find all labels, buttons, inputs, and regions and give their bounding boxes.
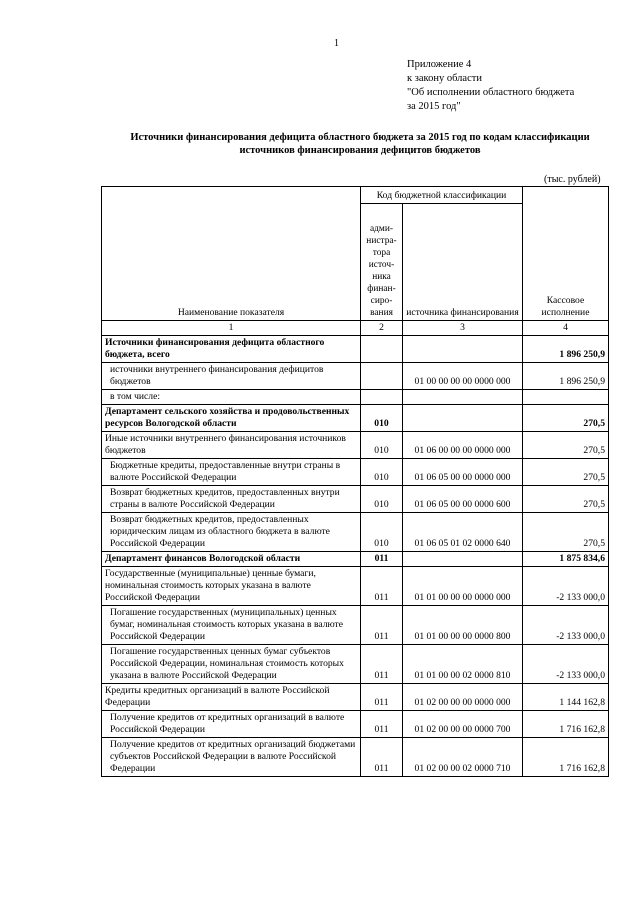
units-label: (тыс. рублей) [544,174,601,185]
row-source-code: 01 00 00 00 00 0000 000 [403,363,523,390]
row-admin-code [361,390,403,405]
row-name: Возврат бюджетных кредитов, предоставленных внутри страны в валюте Российской Федерации [102,486,361,513]
row-admin-code: 010 [361,513,403,552]
row-source-code: 01 02 00 00 02 0000 710 [403,738,523,777]
financing-sources-table [101,186,609,777]
row-name: Возврат бюджетных кредитов, предоставленных юридическим лицам из областного бюджета в валюте Российской Федерации [102,513,361,552]
header-row [102,187,609,204]
row-name: Источники финансирования дефицита областного бюджета, всего [102,336,361,363]
row-amount: 1 144 162,8 [523,684,609,711]
row-source-code [403,552,523,567]
appendix-line: за 2015 год" [407,101,461,112]
row-name: Государственные (муниципальные) ценные бумаги, номинальная стоимость которых указана в валюте Российской Федерации [102,567,361,606]
column-number: 1 [102,321,361,336]
row-amount: 270,5 [523,513,609,552]
row-source-code: 01 06 05 01 02 0000 640 [403,513,523,552]
row-name: Получение кредитов от кредитных организаций в валюте Российской Федерации [102,711,361,738]
row-amount: 270,5 [523,486,609,513]
row-name: Погашение государственных ценных бумаг субъектов Российской Федерации, номинальная стоимость которых указана в валюте Российской Федерации [102,645,361,684]
row-amount: 1 896 250,9 [523,336,609,363]
appendix-line: "Об исполнении областного бюджета [407,87,575,98]
row-source-code: 01 02 00 00 00 0000 000 [403,684,523,711]
page-number: 1 [334,38,339,49]
table-row [102,432,609,459]
document-title [104,131,616,157]
row-admin-code: 011 [361,567,403,606]
row-admin-code: 010 [361,486,403,513]
appendix-line: к закону области [407,73,482,84]
header-source: источника финансирования [403,204,523,321]
row-name: Получение кредитов от кредитных организаций бюджетами субъектов Российской Федерации в валюте Российской Федерации [102,738,361,777]
row-admin-code [361,363,403,390]
row-amount: -2 133 000,0 [523,645,609,684]
row-admin-code: 011 [361,606,403,645]
table-row [102,711,609,738]
row-source-code [403,390,523,405]
row-amount: -2 133 000,0 [523,567,609,606]
title-line: источников финансирования дефицитов бюджетов [239,145,481,156]
row-admin-code: 010 [361,432,403,459]
header-admin: адми-нистра-тора источ-ника финан-сиро-вания [361,204,403,321]
row-amount: 1 875 834,6 [523,552,609,567]
column-number: 4 [523,321,609,336]
table-row [102,363,609,390]
table-row [102,738,609,777]
table-row [102,567,609,606]
row-name: Департамент сельского хозяйства и продовольственных ресурсов Вологодской области [102,405,361,432]
row-name: источники внутреннего финансирования дефицитов бюджетов [102,363,361,390]
header-name: Наименование показателя [102,187,361,321]
table-row [102,552,609,567]
table-row [102,336,609,363]
row-admin-code: 011 [361,645,403,684]
appendix-line: Приложение 4 [407,59,472,70]
column-number-row [102,321,609,336]
row-amount: 270,5 [523,432,609,459]
table-row [102,684,609,711]
row-name: в том числе: [102,390,361,405]
row-source-code [403,405,523,432]
row-admin-code: 010 [361,459,403,486]
row-admin-code [361,336,403,363]
row-source-code: 01 01 00 00 00 0000 000 [403,567,523,606]
appendix-block [407,58,574,114]
row-source-code: 01 01 00 00 00 0000 800 [403,606,523,645]
row-source-code: 01 02 00 00 00 0000 700 [403,711,523,738]
row-amount [523,390,609,405]
row-admin-code: 010 [361,405,403,432]
table-row [102,513,609,552]
row-admin-code: 011 [361,552,403,567]
table-row [102,606,609,645]
row-source-code: 01 06 05 00 00 0000 600 [403,486,523,513]
table-row [102,486,609,513]
row-admin-code: 011 [361,711,403,738]
row-source-code [403,336,523,363]
row-amount: 1 716 162,8 [523,738,609,777]
row-name: Кредиты кредитных организаций в валюте Российской Федерации [102,684,361,711]
row-admin-code: 011 [361,738,403,777]
row-source-code: 01 01 00 00 02 0000 810 [403,645,523,684]
column-number: 2 [361,321,403,336]
column-number: 3 [403,321,523,336]
row-amount: 270,5 [523,405,609,432]
row-name: Иные источники внутреннего финансирования источников бюджетов [102,432,361,459]
row-source-code: 01 06 05 00 00 0000 000 [403,459,523,486]
table-row [102,390,609,405]
table-row [102,459,609,486]
row-amount: 1 716 162,8 [523,711,609,738]
row-name: Бюджетные кредиты, предоставленные внутри страны в валюте Российской Федерации [102,459,361,486]
row-amount: -2 133 000,0 [523,606,609,645]
header-budget-code: Код бюджетной классификации [361,187,523,204]
row-name: Погашение государственных (муниципальных) ценных бумаг, номинальная стоимость которых указана в валюте Российской Федерации [102,606,361,645]
row-name: Департамент финансов Вологодской области [102,552,361,567]
row-source-code: 01 06 00 00 00 0000 000 [403,432,523,459]
row-amount: 1 896 250,9 [523,363,609,390]
table-row [102,405,609,432]
header-cash: Кассовое исполнение [523,187,609,321]
row-admin-code: 011 [361,684,403,711]
row-amount: 270,5 [523,459,609,486]
title-line: Источники финансирования дефицита областного бюджета за 2015 год по кодам классификации [130,132,590,143]
table-row [102,645,609,684]
